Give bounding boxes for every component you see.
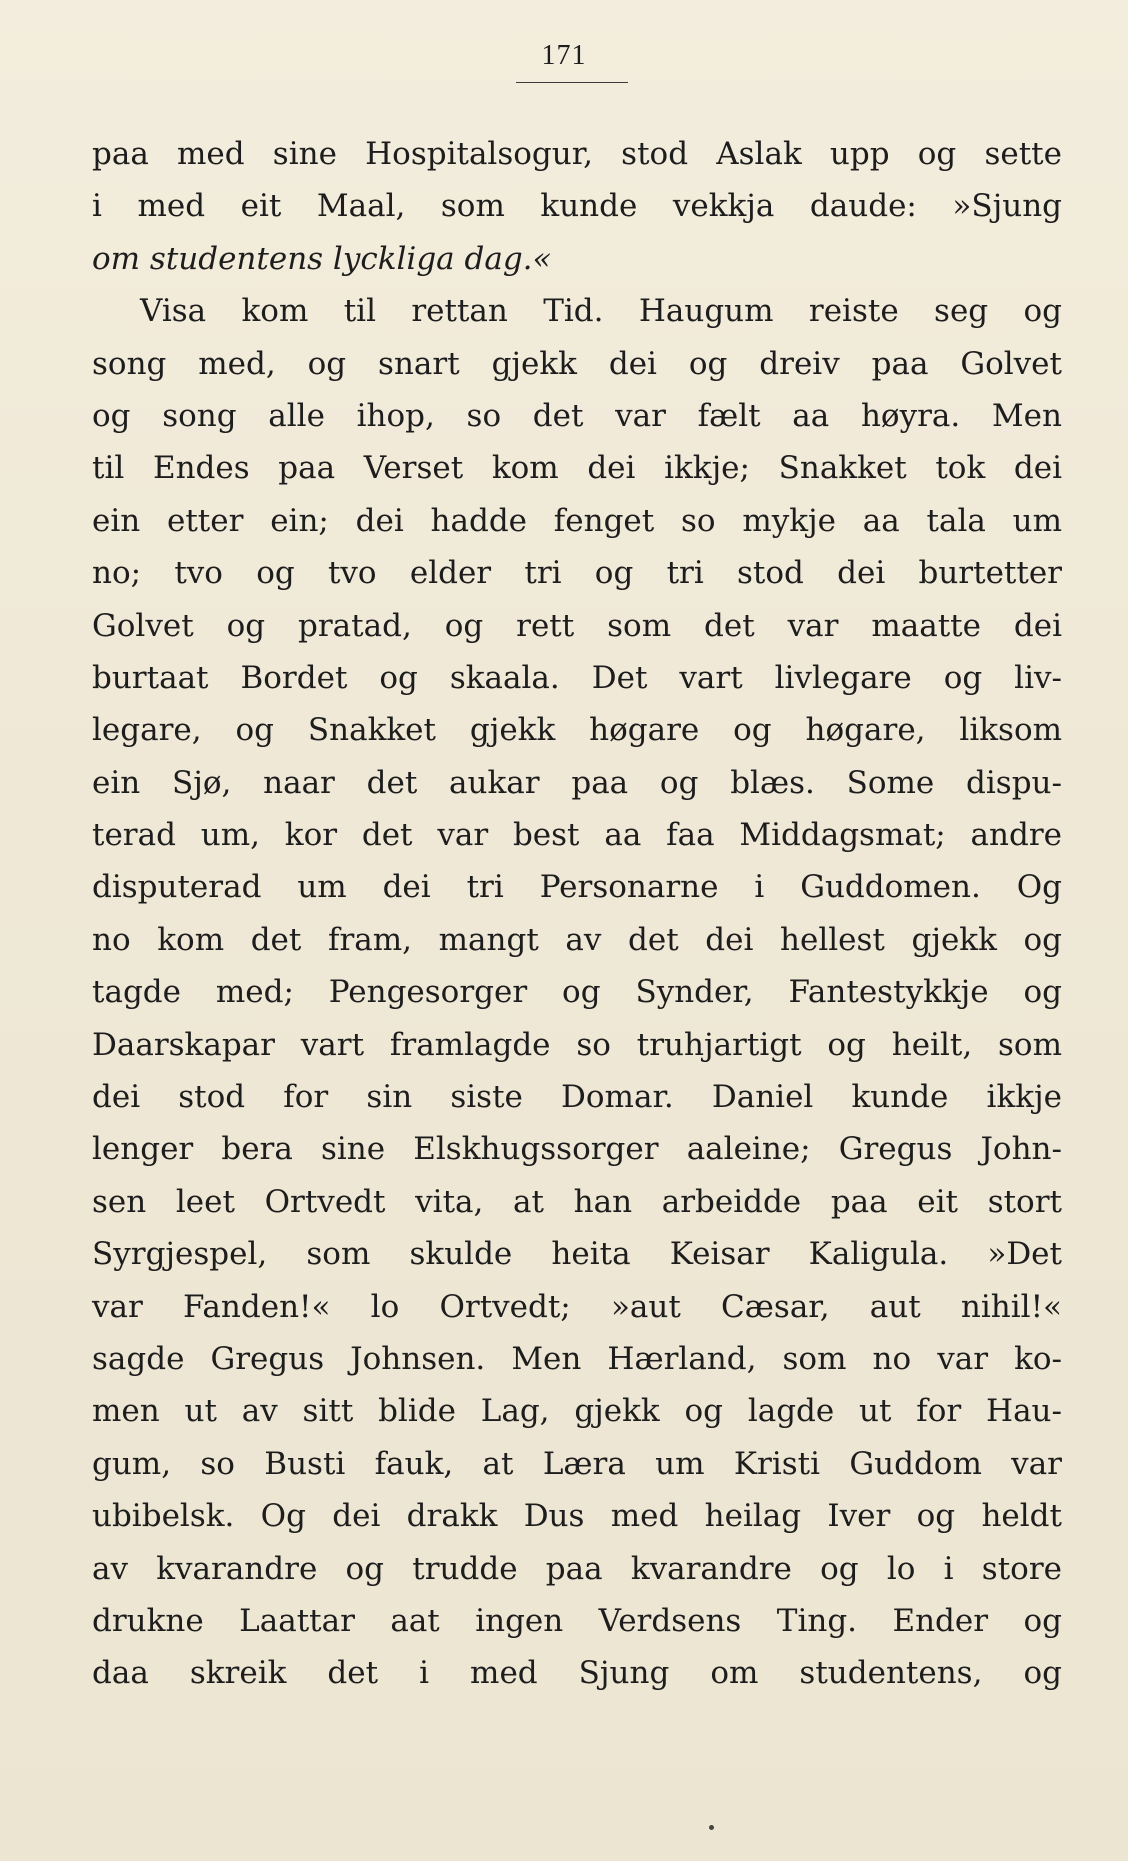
print-speck (709, 1825, 714, 1830)
text-line: men ut av sitt blide Lag, gjekk og lagde ut for Hau- (92, 1393, 1062, 1430)
header-rule (516, 82, 628, 83)
text-line: i med eit Maal, som kunde vekkja daude: »Sjung (92, 188, 1062, 225)
text-line: om studentens lyckliga dag.« (92, 240, 552, 277)
text-line: ein etter ein; dei hadde fenget so mykje aa tala um (92, 502, 1062, 539)
text-line: burtaat Bordet og skaala. Det vart livlegare og liv- (92, 659, 1062, 696)
text-line: ein Sjø, naar det aukar paa og blæs. Some dispu- (92, 764, 1062, 801)
text-line: Syrgjespel, som skulde heita Keisar Kaligula. »Det (92, 1236, 1062, 1273)
page-number: 171 (541, 40, 587, 71)
text-line: Daarskapar vart framlagde so truhjartigt og heilt, som (92, 1026, 1062, 1063)
text-line: ubibelsk. Og dei drakk Dus med heilag Iver og heldt (92, 1498, 1062, 1535)
text-line: til Endes paa Verset kom dei ikkje; Snakket tok dei (92, 450, 1062, 487)
text-line: tagde med; Pengesorger og Synder, Fantestykkje og (92, 974, 1062, 1011)
text-line: no kom det fram, mangt av det dei hellest gjekk og (92, 921, 1062, 958)
text-line: daa skreik det i med Sjung om studentens, og (92, 1655, 1062, 1692)
text-line: gum, so Busti fauk, at Læra um Kristi Guddom var (92, 1445, 1062, 1482)
text-line: Golvet og pratad, og rett som det var maatte dei (92, 607, 1062, 644)
text-line: var Fanden!« lo Ortvedt; »aut Cæsar, aut nihil!« (92, 1288, 1062, 1325)
text-line: drukne Laattar aat ingen Verdsens Ting. Ender og (92, 1602, 1062, 1639)
text-line: sen leet Ortvedt vita, at han arbeidde paa eit stort (92, 1183, 1062, 1220)
text-line: Visa kom til rettan Tid. Haugum reiste seg og (140, 293, 1062, 330)
text-line: og song alle ihop, so det var fælt aa høyra. Men (92, 397, 1062, 434)
text-line: dei stod for sin siste Domar. Daniel kunde ikkje (92, 1079, 1062, 1116)
text-line: no; tvo og tvo elder tri og tri stod dei burtetter (92, 555, 1062, 592)
text-line: song med, og snart gjekk dei og dreiv paa Golvet (92, 345, 1062, 382)
text-line: sagde Gregus Johnsen. Men Hærland, som no var ko- (92, 1340, 1062, 1377)
text-line: av kvarandre og trudde paa kvarandre og lo i store (92, 1550, 1062, 1587)
text-line: paa med sine Hospitalsogur, stod Aslak upp og sette (92, 136, 1062, 172)
text-line: legare, og Snakket gjekk høgare og høgare, liksom (92, 712, 1062, 749)
body-text (92, 128, 1062, 1700)
text-line: terad um, kor det var best aa faa Middagsmat; andre (92, 817, 1062, 854)
text-line: lenger bera sine Elskhugssorger aaleine; Gregus John- (92, 1131, 1062, 1168)
text-line: disputerad um dei tri Personarne i Guddomen. Og (92, 869, 1062, 906)
